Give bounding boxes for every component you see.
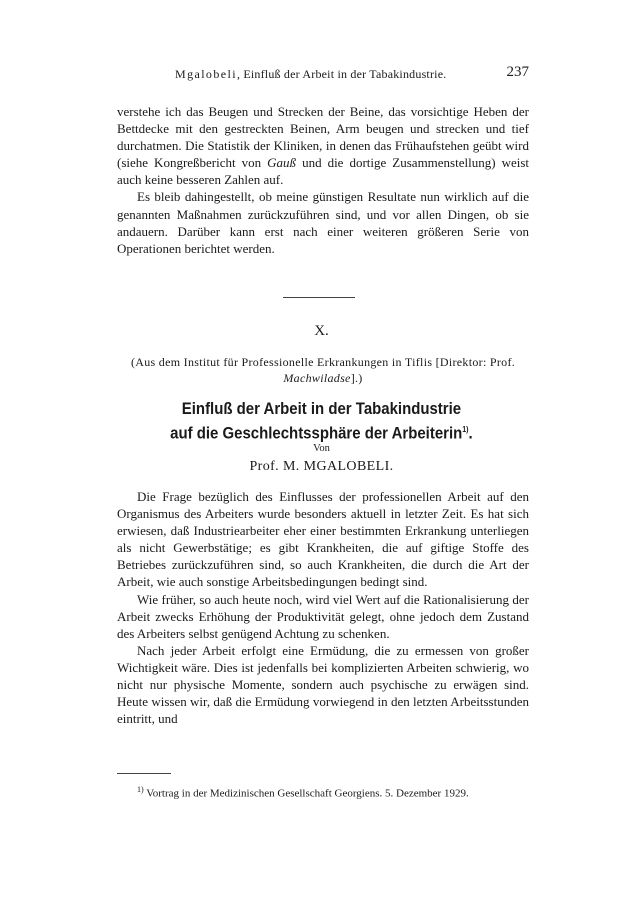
paragraph: Die Frage bezüglich des Einflusses der professionellen Arbeit auf den Organismus des Arbeiters wurde besonders aktuell in letzter Zeit. Es hat sich erwiesen, daß Industriearbeiter eher einer bestimmten Erkrankung unterliegen als nicht Gewerbstätige; es gibt Krankheiten, die auf giftige Stoffe des Betriebes zurückzuführen sind, so auch Krankheiten, die durch die Art der Arbeit, wie auch sonstige Arbeitsbedingungen bedingt sind. [117, 489, 529, 590]
footnote-mark: 1) [137, 785, 144, 794]
footnote-mark: 1) [462, 425, 469, 434]
affiliation-text: (Aus dem Institut für Professionelle Erkrankungen in Tiflis [Direktor: Prof. [130, 355, 516, 369]
paragraph-text: und die dortige Zusammenstellung) weist auch keine besseren Zahlen auf. [117, 155, 530, 188]
running-head-title-text: , Einfluß der Arbeit in der Tabakindustrie. [236, 67, 447, 81]
paragraph [117, 103, 529, 188]
section-divider [283, 297, 355, 298]
paragraph: Nach jeder Arbeit erfolgt eine Ermüdung, die zu ermessen von großer Wichtigkeit wäre. Dies ist jedenfalls bei komplizierten Arbeiten schwierig, wo nicht nur physische Momente, sondern auch psychische zu erwägen sind. Heute wissen wir, daß die Ermüdung vorwiegend in den letzten Arbeitsstunden eintritt, und [117, 642, 529, 727]
author-citation: Gauß [267, 155, 297, 171]
director-name: Machwiladse [283, 370, 351, 385]
continued-text [117, 103, 529, 257]
page-number: 237 [506, 64, 529, 80]
article-body [117, 488, 529, 727]
affiliation-text-end: ].) [350, 370, 363, 385]
article-title-text: auf die Geschlechtssphäre der Arbeiterin [170, 423, 463, 443]
footnote-divider [117, 773, 171, 774]
author-name: Prof. M. MGALOBELI. [249, 459, 394, 474]
footnote-body: Vortrag in der Medizinischen Gesellschaft Georgiens. 5. Dezember 1929. [146, 787, 469, 800]
section-number: X. [314, 323, 329, 339]
running-head-author: Mgalobeli [175, 67, 237, 81]
article-title-line-2: auf die Geschlechtssphäre der Arbeiterin$^{1)}$. [170, 423, 473, 443]
paragraph-text: verstehe ich das Beugen und Strecken der Beine, das vorsichtige Heben der Bettdecke mit den gestreckten Beinen, Arm beugen und strecken und tief durchatmen. Die Statistik der Kliniken, in denen das Frühaufstehen geübt wird (siehe Kongreßbericht von [117, 104, 529, 171]
footnote [117, 782, 529, 802]
affiliation [117, 355, 529, 386]
byline-von: Von [313, 443, 330, 454]
article-title [39, 398, 605, 444]
running-head [117, 64, 529, 86]
article-title-line-1: Einfluß der Arbeit in der Tabakindustrie [181, 399, 462, 418]
paragraph: Es bleib dahingestellt, ob meine günstigen Resultate nun wirklich auf die genannten Maßnahmen zurückzuführen sind, und vor allen Dingen, ob sie andauern. Darüber kann erst nach einer weiteren größeren Serie von Operationen berichtet werden. [117, 189, 529, 256]
running-head-title [175, 67, 446, 82]
paragraph: Wie früher, so auch heute noch, wird viel Wert auf die Rationalisierung der Arbeit zwecks Erhöhung der Produktivität gelegt, ohne jedoch dem Zustand des Arbeiters selbst genügend Achtung zu schenken. [117, 591, 529, 641]
footnote-text [117, 782, 529, 802]
